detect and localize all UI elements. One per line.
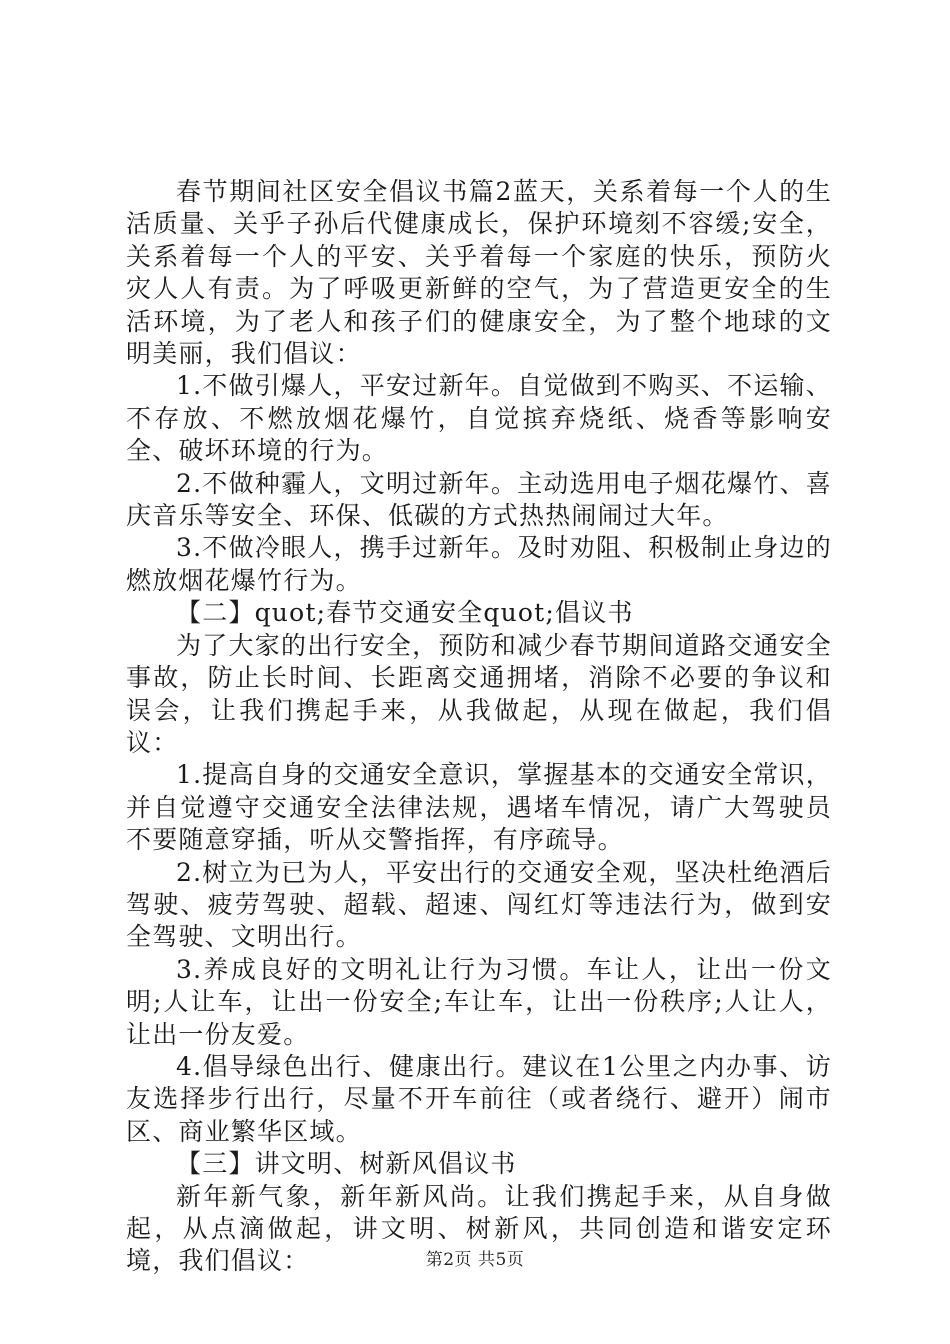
- paragraph-item-3: 3.不做冷眼人，携手过新年。及时劝阻、积极制止身边的燃放烟花爆竹行为。: [126, 533, 832, 595]
- paragraph-item-1: 1.不做引爆人，平安过新年。自觉做到不购买、不运输、不存放、不燃放烟花爆竹，自觉摈弃烧纸、烧香等影响安全、破坏环境的行为。: [126, 371, 832, 466]
- paragraph-intro: 春节期间社区安全倡议书篇2蓝天，关系着每一个人的生活质量、关乎子孙后代健康成长，保护环境刻不容缓;安全，关系着每一个人的平安、关乎着每一个家庭的快乐，预防火灾人人有责。为了呼吸更新鲜的空气，为了营造更安全的生活环境，为了老人和孩子们的健康安全，为了整个地球的文明美丽，我们倡议：: [126, 177, 832, 369]
- document-body: [126, 176, 832, 1278]
- section-heading-2: 【二】quot;春节交通安全quot;倡议书: [176, 598, 634, 628]
- paragraph-traffic-3: 3.养成良好的文明礼让行为习惯。车让人，让出一份文明;人让车，让出一份安全;车让车，让出一份秩序;人让人，让出一份友爱。: [126, 954, 832, 1049]
- paragraph-traffic-2: 2.树立为已为人，平安出行的交通安全观，坚决杜绝酒后驾驶、疲劳驾驶、超载、超速、闯红灯等违法行为，做到安全驾驶、文明出行。: [126, 857, 832, 952]
- paragraph-traffic-intro: 为了大家的出行安全，预防和减少春节期间道路交通安全事故，防止长时间、长距离交通拥堵，消除不必要的争议和误会，让我们携起手来，从我做起，从现在做起，我们倡议：: [126, 630, 832, 757]
- paragraph-civility-intro: 新年新气象，新年新风尚。让我们携起手来，从自身做起，从点滴做起，讲文明、树新风，共同创造和谐安定环境，我们倡议：: [126, 1181, 832, 1276]
- paragraph-item-2: 2.不做种霾人，文明过新年。主动选用电子烟花爆竹、喜庆音乐等安全、环保、低碳的方式热热闹闹过大年。: [126, 468, 832, 531]
- paragraph-traffic-4: 4.倡导绿色出行、健康出行。建议在1公里之内办事、访友选择步行出行，尽量不开车前往（或者绕行、避开）闹市区、商业繁华区域。: [126, 1051, 832, 1146]
- section-heading-3: 【三】讲文明、树新风倡议书: [176, 1149, 517, 1179]
- paragraph-traffic-1: 1.提高自身的交通安全意识，掌握基本的交通安全常识，并自觉遵守交通安全法律法规，遇堵车情况，请广大驾驶员不要随意穿插，听从交警指挥，有序疏导。: [126, 760, 832, 855]
- page-number: 第2页 共5页: [425, 1250, 525, 1270]
